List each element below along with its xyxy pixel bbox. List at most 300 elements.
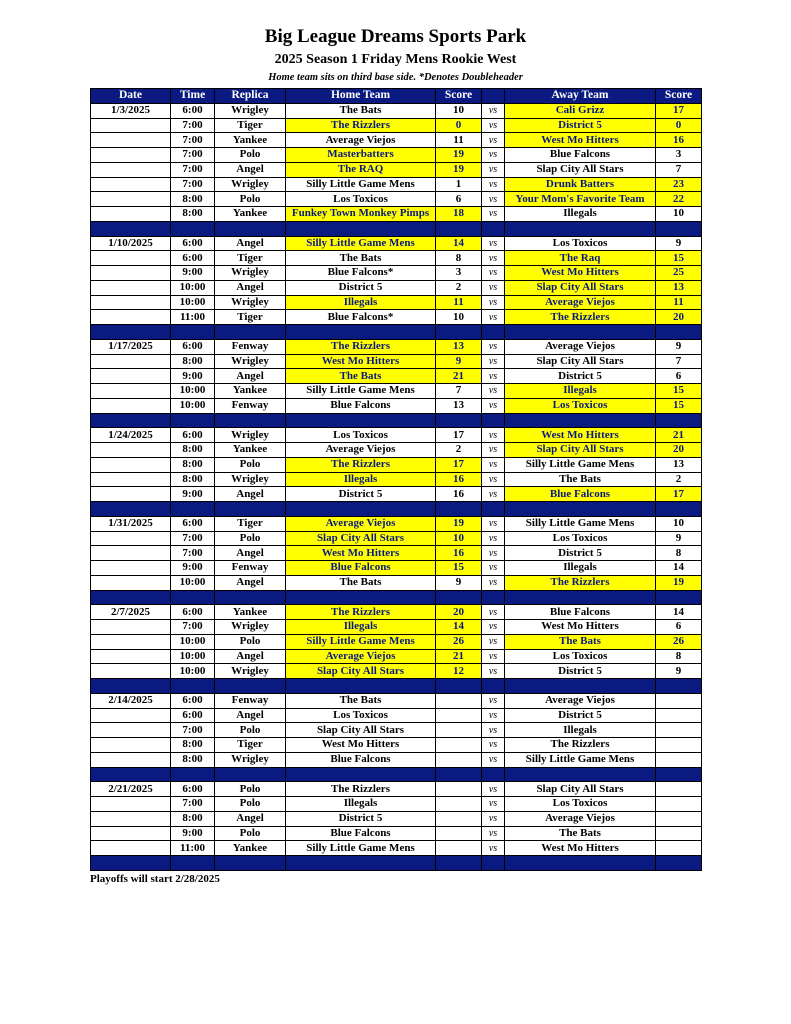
col-time-header: Time	[171, 89, 215, 104]
replica-field-cell: Angel	[215, 546, 286, 561]
time-cell: 6:00	[171, 782, 215, 797]
away-team-cell: Slap City All Stars	[505, 354, 656, 369]
separator-cell	[215, 679, 286, 694]
separator-cell	[482, 221, 505, 236]
date-cell	[91, 797, 171, 812]
date-cell	[91, 649, 171, 664]
separator-cell	[286, 767, 436, 782]
replica-field-cell: Yankee	[215, 384, 286, 399]
time-cell: 6:00	[171, 251, 215, 266]
away-team-cell: West Mo Hitters	[505, 841, 656, 856]
replica-field-cell: Angel	[215, 811, 286, 826]
away-score-cell	[656, 738, 702, 753]
date-cell	[91, 811, 171, 826]
home-team-cell: Illegals	[286, 472, 436, 487]
away-team-cell: Cali Grizz	[505, 103, 656, 118]
home-team-cell: The Rizzlers	[286, 605, 436, 620]
away-team-cell: Average Viejos	[505, 339, 656, 354]
vs-cell: vs	[482, 487, 505, 502]
table-row	[91, 339, 702, 354]
separator-cell	[91, 221, 171, 236]
week-separator	[91, 502, 702, 517]
away-team-cell: Illegals	[505, 561, 656, 576]
time-cell: 6:00	[171, 428, 215, 443]
home-score-cell	[436, 826, 482, 841]
time-cell: 7:00	[171, 546, 215, 561]
home-team-cell: District 5	[286, 811, 436, 826]
date-cell	[91, 708, 171, 723]
replica-field-cell: Tiger	[215, 251, 286, 266]
table-row	[91, 148, 702, 163]
separator-cell	[505, 856, 656, 871]
away-team-cell: District 5	[505, 369, 656, 384]
separator-cell	[215, 221, 286, 236]
away-score-cell: 9	[656, 531, 702, 546]
table-row	[91, 738, 702, 753]
table-row	[91, 634, 702, 649]
home-score-cell: 15	[436, 561, 482, 576]
away-team-cell: Los Toxicos	[505, 398, 656, 413]
time-cell: 6:00	[171, 708, 215, 723]
date-cell	[91, 443, 171, 458]
time-cell: 7:00	[171, 620, 215, 635]
away-score-cell: 20	[656, 310, 702, 325]
separator-cell	[505, 679, 656, 694]
time-cell: 11:00	[171, 841, 215, 856]
col-home-score-header: Score	[436, 89, 482, 104]
replica-field-cell: Polo	[215, 797, 286, 812]
separator-cell	[482, 325, 505, 340]
replica-field-cell: Tiger	[215, 118, 286, 133]
table-row	[91, 649, 702, 664]
home-team-cell: The Rizzlers	[286, 339, 436, 354]
week-separator	[91, 221, 702, 236]
home-score-cell: 7	[436, 384, 482, 399]
away-score-cell: 26	[656, 634, 702, 649]
vs-cell: vs	[482, 251, 505, 266]
vs-cell: vs	[482, 752, 505, 767]
replica-field-cell: Wrigley	[215, 295, 286, 310]
vs-cell: vs	[482, 575, 505, 590]
away-team-cell: Illegals	[505, 384, 656, 399]
vs-cell: vs	[482, 531, 505, 546]
separator-cell	[171, 221, 215, 236]
separator-cell	[91, 590, 171, 605]
time-cell: 8:00	[171, 354, 215, 369]
col-away-team-header: Away Team	[505, 89, 656, 104]
time-cell: 8:00	[171, 738, 215, 753]
time-cell: 8:00	[171, 472, 215, 487]
separator-cell	[286, 856, 436, 871]
separator-cell	[482, 856, 505, 871]
vs-cell: vs	[482, 192, 505, 207]
away-score-cell: 14	[656, 605, 702, 620]
away-team-cell: The Rizzlers	[505, 310, 656, 325]
away-score-cell	[656, 797, 702, 812]
date-cell	[91, 752, 171, 767]
home-score-cell: 6	[436, 192, 482, 207]
separator-cell	[215, 856, 286, 871]
replica-field-cell: Angel	[215, 649, 286, 664]
away-score-cell: 23	[656, 177, 702, 192]
time-cell: 8:00	[171, 443, 215, 458]
separator-cell	[656, 325, 702, 340]
separator-cell	[656, 221, 702, 236]
away-team-cell: Los Toxicos	[505, 797, 656, 812]
away-score-cell: 7	[656, 162, 702, 177]
table-row	[91, 162, 702, 177]
vs-cell: vs	[482, 384, 505, 399]
home-team-cell: Illegals	[286, 797, 436, 812]
replica-field-cell: Fenway	[215, 398, 286, 413]
time-cell: 7:00	[171, 133, 215, 148]
away-team-cell: Average Viejos	[505, 811, 656, 826]
time-cell: 10:00	[171, 575, 215, 590]
date-cell	[91, 487, 171, 502]
separator-cell	[171, 325, 215, 340]
home-team-cell: The Bats	[286, 103, 436, 118]
separator-cell	[505, 325, 656, 340]
replica-field-cell: Wrigley	[215, 664, 286, 679]
away-score-cell: 8	[656, 649, 702, 664]
separator-cell	[171, 502, 215, 517]
away-score-cell: 9	[656, 664, 702, 679]
time-cell: 7:00	[171, 162, 215, 177]
away-team-cell: District 5	[505, 546, 656, 561]
separator-cell	[482, 679, 505, 694]
separator-cell	[171, 679, 215, 694]
separator-cell	[656, 502, 702, 517]
date-cell	[91, 251, 171, 266]
home-team-cell: Funkey Town Monkey Pimps	[286, 207, 436, 222]
home-score-cell	[436, 693, 482, 708]
home-team-cell: Blue Falcons	[286, 826, 436, 841]
home-team-cell: Illegals	[286, 295, 436, 310]
replica-field-cell: Wrigley	[215, 177, 286, 192]
separator-cell	[286, 221, 436, 236]
time-cell: 7:00	[171, 148, 215, 163]
replica-field-cell: Yankee	[215, 443, 286, 458]
separator-cell	[91, 413, 171, 428]
time-cell: 6:00	[171, 516, 215, 531]
away-score-cell: 11	[656, 295, 702, 310]
date-cell	[91, 561, 171, 576]
vs-cell: vs	[482, 207, 505, 222]
away-score-cell	[656, 693, 702, 708]
home-score-cell: 10	[436, 103, 482, 118]
away-team-cell: Illegals	[505, 207, 656, 222]
date-cell	[91, 148, 171, 163]
table-row	[91, 472, 702, 487]
home-score-cell: 12	[436, 664, 482, 679]
away-team-cell: District 5	[505, 118, 656, 133]
table-row	[91, 177, 702, 192]
vs-cell: vs	[482, 738, 505, 753]
time-cell: 9:00	[171, 266, 215, 281]
date-cell	[91, 118, 171, 133]
date-cell	[91, 531, 171, 546]
away-score-cell: 15	[656, 384, 702, 399]
away-team-cell: Slap City All Stars	[505, 280, 656, 295]
home-team-cell: Average Viejos	[286, 649, 436, 664]
home-team-cell: Silly Little Game Mens	[286, 841, 436, 856]
separator-cell	[505, 413, 656, 428]
vs-cell: vs	[482, 723, 505, 738]
table-row	[91, 575, 702, 590]
away-team-cell: Slap City All Stars	[505, 162, 656, 177]
vs-cell: vs	[482, 398, 505, 413]
away-team-cell: Slap City All Stars	[505, 443, 656, 458]
table-row	[91, 723, 702, 738]
away-score-cell: 21	[656, 428, 702, 443]
away-team-cell: The Rizzlers	[505, 575, 656, 590]
replica-field-cell: Polo	[215, 148, 286, 163]
vs-cell: vs	[482, 708, 505, 723]
date-cell: 2/14/2025	[91, 693, 171, 708]
separator-cell	[436, 502, 482, 517]
vs-cell: vs	[482, 472, 505, 487]
home-team-cell: The Rizzlers	[286, 118, 436, 133]
home-team-cell: Illegals	[286, 620, 436, 635]
vs-cell: vs	[482, 148, 505, 163]
home-team-cell: Los Toxicos	[286, 192, 436, 207]
home-team-cell: The RAQ	[286, 162, 436, 177]
separator-cell	[171, 767, 215, 782]
replica-field-cell: Yankee	[215, 841, 286, 856]
away-team-cell: West Mo Hitters	[505, 620, 656, 635]
vs-cell: vs	[482, 236, 505, 251]
separator-cell	[215, 413, 286, 428]
home-score-cell	[436, 708, 482, 723]
away-team-cell: Los Toxicos	[505, 649, 656, 664]
separator-cell	[505, 590, 656, 605]
time-cell: 10:00	[171, 664, 215, 679]
vs-cell: vs	[482, 133, 505, 148]
date-cell	[91, 133, 171, 148]
table-row	[91, 561, 702, 576]
separator-cell	[482, 590, 505, 605]
vs-cell: vs	[482, 797, 505, 812]
away-team-cell: Blue Falcons	[505, 605, 656, 620]
table-row	[91, 487, 702, 502]
home-team-cell: Masterbatters	[286, 148, 436, 163]
home-score-cell: 11	[436, 133, 482, 148]
separator-cell	[171, 413, 215, 428]
away-team-cell: The Bats	[505, 634, 656, 649]
schedule-table	[90, 88, 702, 871]
schedule-body	[91, 103, 702, 870]
separator-cell	[91, 502, 171, 517]
time-cell: 7:00	[171, 531, 215, 546]
vs-cell: vs	[482, 162, 505, 177]
separator-cell	[505, 767, 656, 782]
replica-field-cell: Tiger	[215, 310, 286, 325]
replica-field-cell: Polo	[215, 723, 286, 738]
home-score-cell: 16	[436, 472, 482, 487]
separator-cell	[656, 856, 702, 871]
table-row	[91, 384, 702, 399]
col-away-score-header: Score	[656, 89, 702, 104]
home-score-cell: 9	[436, 575, 482, 590]
separator-cell	[91, 767, 171, 782]
separator-cell	[286, 325, 436, 340]
home-score-cell: 8	[436, 251, 482, 266]
home-team-cell: Blue Falcons	[286, 561, 436, 576]
vs-cell: vs	[482, 634, 505, 649]
col-home-team-header: Home Team	[286, 89, 436, 104]
vs-cell: vs	[482, 605, 505, 620]
replica-field-cell: Polo	[215, 782, 286, 797]
vs-cell: vs	[482, 546, 505, 561]
home-team-cell: West Mo Hitters	[286, 354, 436, 369]
away-score-cell	[656, 826, 702, 841]
replica-field-cell: Wrigley	[215, 266, 286, 281]
away-score-cell: 15	[656, 251, 702, 266]
vs-cell: vs	[482, 295, 505, 310]
date-cell	[91, 162, 171, 177]
date-cell	[91, 575, 171, 590]
home-score-cell: 17	[436, 428, 482, 443]
away-team-cell: Silly Little Game Mens	[505, 457, 656, 472]
replica-field-cell: Fenway	[215, 561, 286, 576]
separator-cell	[91, 325, 171, 340]
away-score-cell	[656, 723, 702, 738]
table-row	[91, 782, 702, 797]
home-score-cell: 10	[436, 531, 482, 546]
home-score-cell	[436, 782, 482, 797]
away-score-cell: 9	[656, 339, 702, 354]
home-score-cell: 16	[436, 546, 482, 561]
date-cell: 2/7/2025	[91, 605, 171, 620]
time-cell: 10:00	[171, 280, 215, 295]
vs-cell: vs	[482, 664, 505, 679]
away-team-cell: Average Viejos	[505, 295, 656, 310]
time-cell: 10:00	[171, 295, 215, 310]
away-team-cell: Average Viejos	[505, 693, 656, 708]
separator-cell	[436, 221, 482, 236]
separator-cell	[215, 325, 286, 340]
home-score-cell: 3	[436, 266, 482, 281]
date-cell	[91, 310, 171, 325]
time-cell: 9:00	[171, 826, 215, 841]
separator-cell	[656, 767, 702, 782]
time-cell: 8:00	[171, 192, 215, 207]
separator-cell	[436, 325, 482, 340]
home-team-cell: Silly Little Game Mens	[286, 177, 436, 192]
home-team-cell: The Rizzlers	[286, 782, 436, 797]
replica-field-cell: Wrigley	[215, 472, 286, 487]
replica-field-cell: Tiger	[215, 516, 286, 531]
home-team-cell: Los Toxicos	[286, 428, 436, 443]
home-score-cell: 26	[436, 634, 482, 649]
replica-field-cell: Angel	[215, 162, 286, 177]
vs-cell: vs	[482, 649, 505, 664]
separator-cell	[436, 856, 482, 871]
home-team-cell: The Bats	[286, 369, 436, 384]
time-cell: 6:00	[171, 605, 215, 620]
time-cell: 7:00	[171, 118, 215, 133]
time-cell: 10:00	[171, 384, 215, 399]
home-team-cell: West Mo Hitters	[286, 546, 436, 561]
week-separator	[91, 679, 702, 694]
home-score-cell: 16	[436, 487, 482, 502]
replica-field-cell: Angel	[215, 708, 286, 723]
replica-field-cell: Wrigley	[215, 428, 286, 443]
away-score-cell: 13	[656, 457, 702, 472]
table-row	[91, 605, 702, 620]
home-team-cell: Silly Little Game Mens	[286, 236, 436, 251]
separator-cell	[436, 679, 482, 694]
away-team-cell: West Mo Hitters	[505, 133, 656, 148]
replica-field-cell: Polo	[215, 457, 286, 472]
away-team-cell: West Mo Hitters	[505, 266, 656, 281]
home-team-cell: Blue Falcons*	[286, 310, 436, 325]
week-separator	[91, 413, 702, 428]
home-score-cell: 20	[436, 605, 482, 620]
away-score-cell: 7	[656, 354, 702, 369]
away-score-cell	[656, 782, 702, 797]
separator-cell	[656, 413, 702, 428]
table-row	[91, 531, 702, 546]
home-team-cell: Average Viejos	[286, 133, 436, 148]
replica-field-cell: Angel	[215, 487, 286, 502]
time-cell: 6:00	[171, 339, 215, 354]
home-score-cell	[436, 738, 482, 753]
table-row	[91, 428, 702, 443]
date-cell	[91, 398, 171, 413]
home-score-cell: 19	[436, 162, 482, 177]
replica-field-cell: Angel	[215, 280, 286, 295]
separator-cell	[215, 590, 286, 605]
home-score-cell	[436, 752, 482, 767]
vs-cell: vs	[482, 841, 505, 856]
time-cell: 8:00	[171, 752, 215, 767]
table-row	[91, 620, 702, 635]
away-score-cell: 10	[656, 516, 702, 531]
separator-cell	[482, 413, 505, 428]
home-score-cell: 2	[436, 280, 482, 295]
separator-cell	[482, 502, 505, 517]
home-team-cell: Average Viejos	[286, 443, 436, 458]
away-score-cell: 17	[656, 487, 702, 502]
separator-cell	[656, 679, 702, 694]
col-date-header: Date	[91, 89, 171, 104]
time-cell: 9:00	[171, 561, 215, 576]
date-cell	[91, 369, 171, 384]
table-row	[91, 811, 702, 826]
table-row	[91, 236, 702, 251]
time-cell: 6:00	[171, 693, 215, 708]
away-team-cell: Silly Little Game Mens	[505, 752, 656, 767]
table-row	[91, 192, 702, 207]
date-cell	[91, 354, 171, 369]
replica-field-cell: Polo	[215, 192, 286, 207]
vs-cell: vs	[482, 103, 505, 118]
home-score-cell	[436, 723, 482, 738]
date-cell	[91, 826, 171, 841]
replica-field-cell: Polo	[215, 634, 286, 649]
col-replica-header: Replica	[215, 89, 286, 104]
table-row	[91, 354, 702, 369]
separator-cell	[215, 767, 286, 782]
home-score-cell: 17	[436, 457, 482, 472]
replica-field-cell: Angel	[215, 236, 286, 251]
home-team-cell: The Rizzlers	[286, 457, 436, 472]
replica-field-cell: Wrigley	[215, 103, 286, 118]
date-cell	[91, 280, 171, 295]
home-team-cell: District 5	[286, 487, 436, 502]
home-score-cell: 19	[436, 148, 482, 163]
